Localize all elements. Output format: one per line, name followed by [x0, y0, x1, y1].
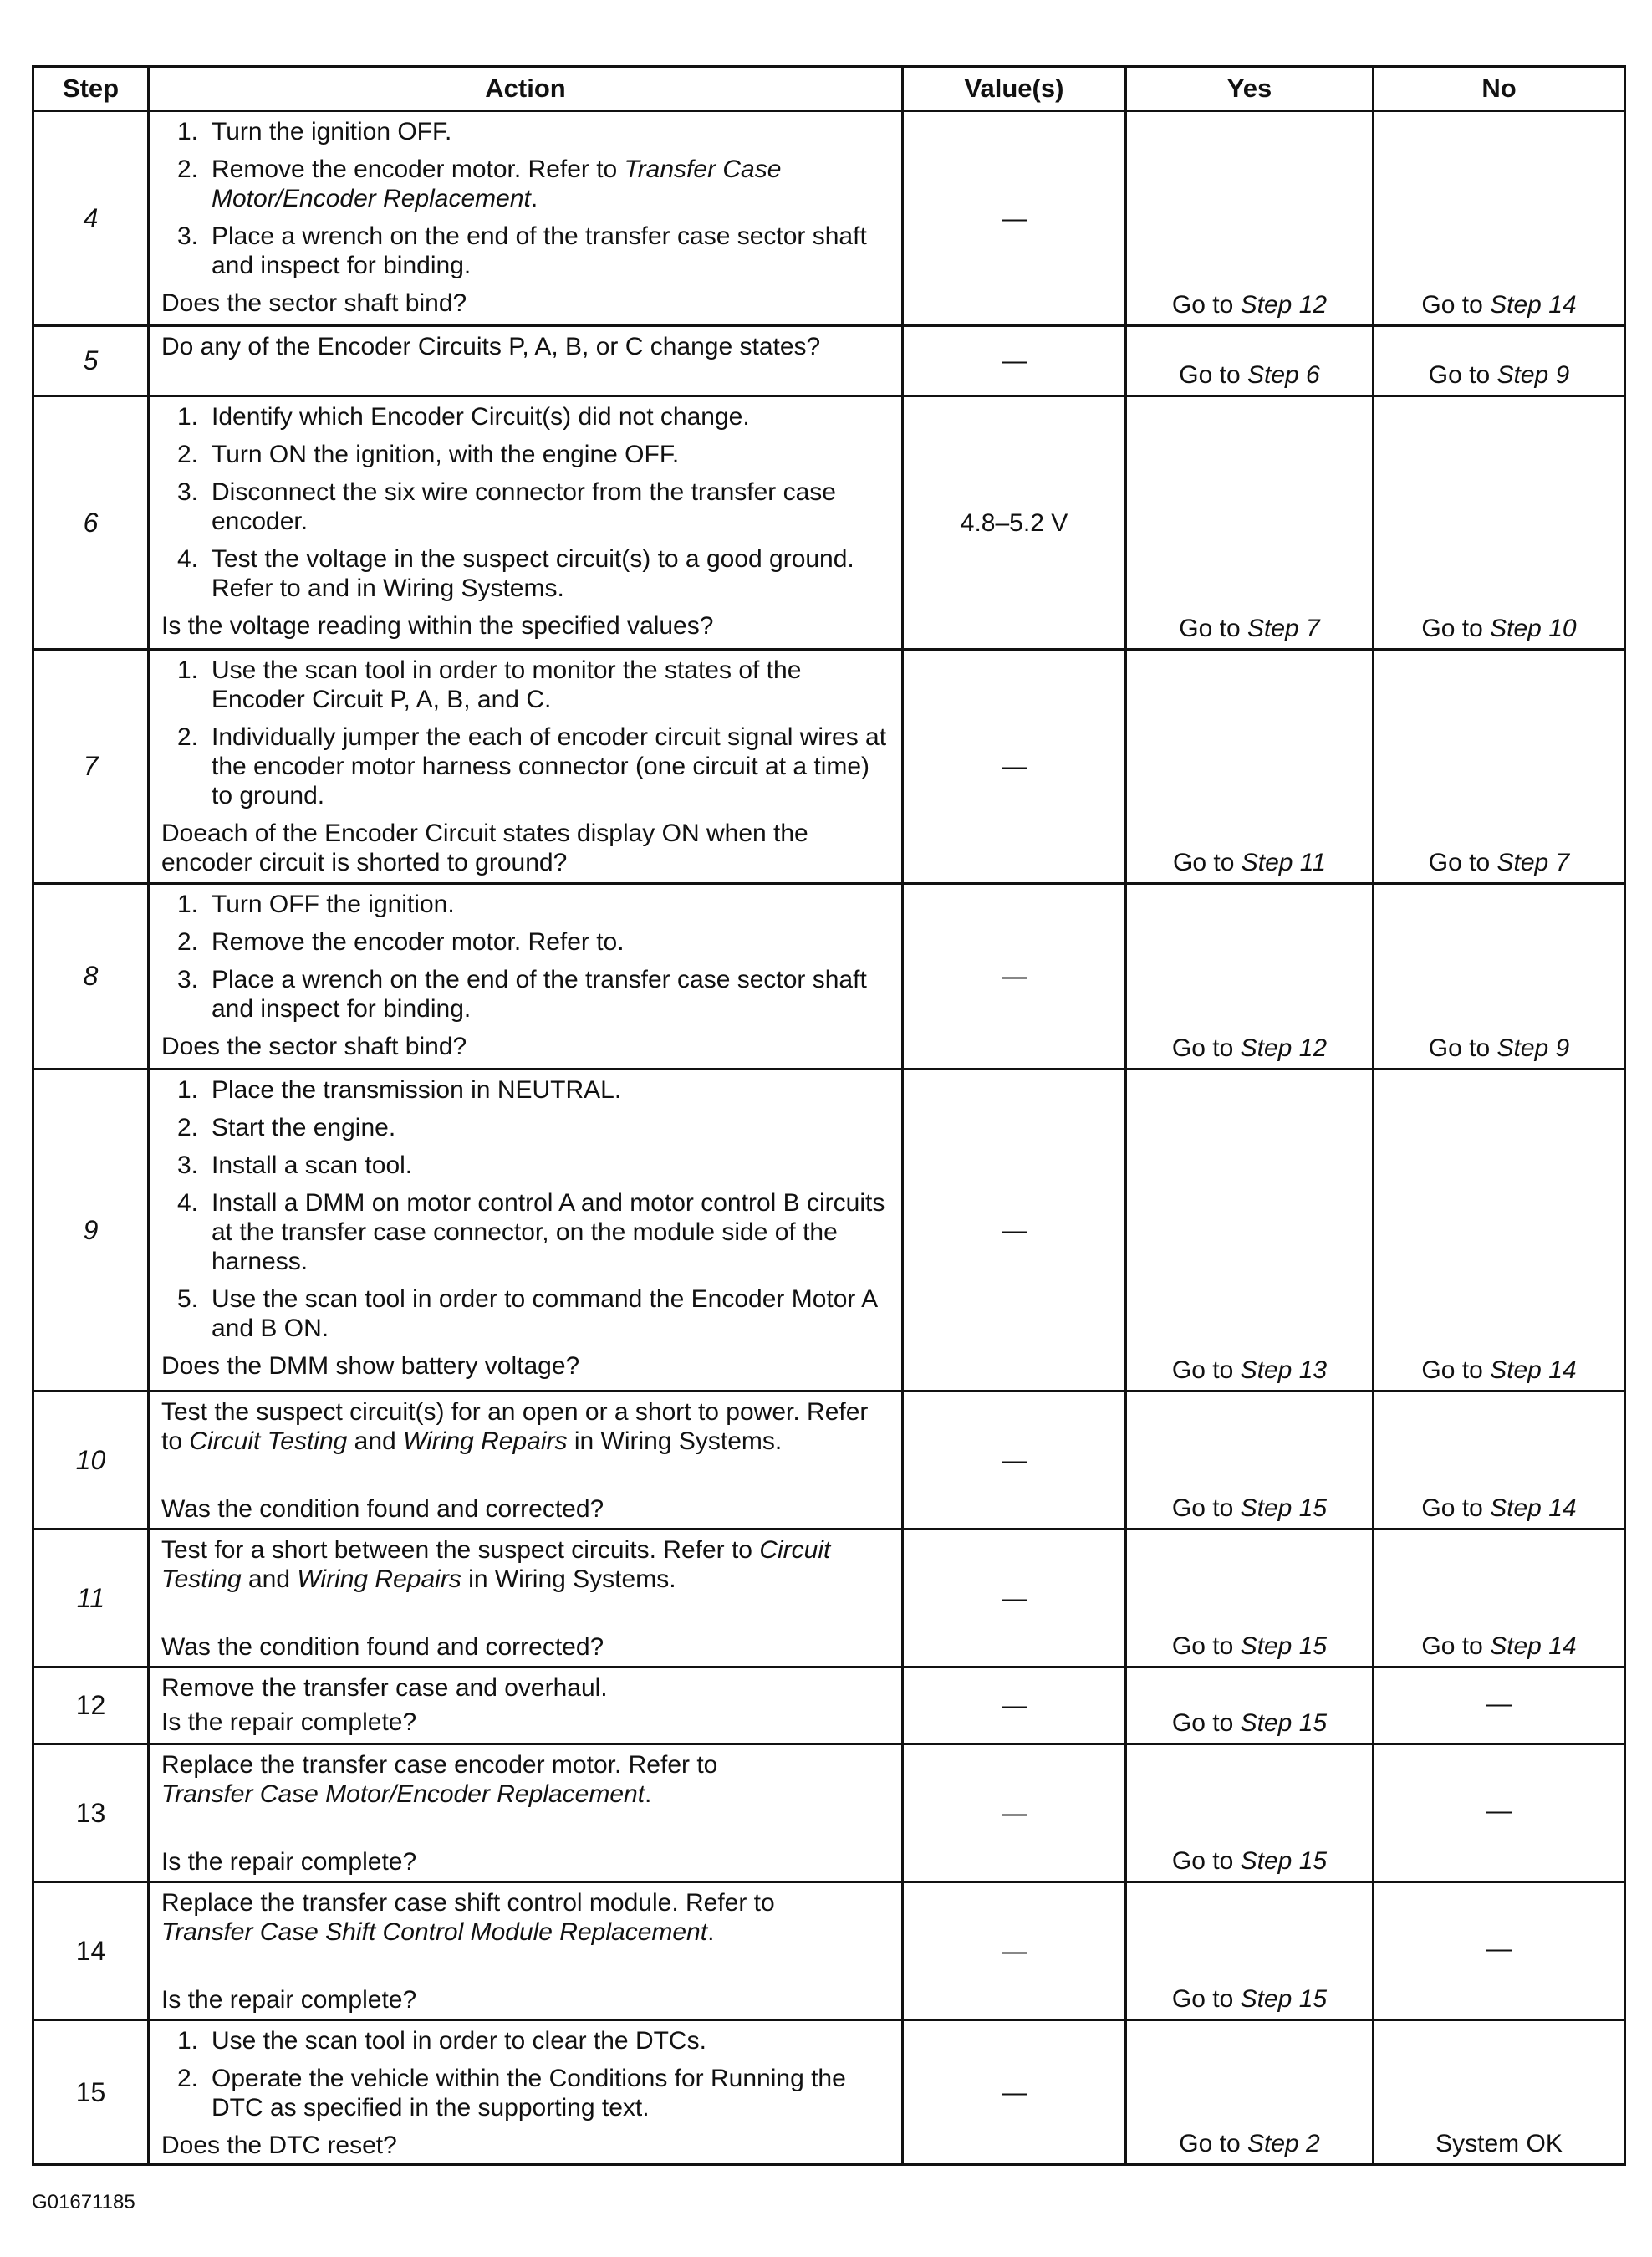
- header-yes: Yes: [1126, 67, 1374, 111]
- yes-step-link: Step 13: [1240, 1356, 1328, 1384]
- action-text: [161, 1397, 893, 1456]
- item-text-main: Turn OFF the ignition.: [212, 891, 455, 918]
- value-cell: —: [903, 1529, 1126, 1667]
- value-cell: 4.8–5.2 V: [903, 396, 1126, 650]
- item-number: 3.: [176, 966, 198, 993]
- yes-cell: [1126, 1744, 1374, 1882]
- step-number: 6: [33, 396, 149, 650]
- item-text: [212, 544, 893, 603]
- action-text-part: Test the suspect circuit(s) for an open or a short to power. Refer to: [161, 1398, 869, 1455]
- table-row: [33, 111, 1625, 326]
- item-number: 3.: [176, 222, 198, 250]
- action-item: [161, 402, 893, 431]
- table-row: [33, 1070, 1625, 1391]
- item-number: 2.: [176, 1114, 198, 1141]
- spacer: [161, 1594, 893, 1627]
- yes-prefix: Go to: [1171, 1356, 1241, 1384]
- step-number: 5: [33, 326, 149, 396]
- action-item: [161, 656, 893, 714]
- yes-cell: [1126, 650, 1374, 884]
- action-cell: [149, 650, 903, 884]
- action-reference: Transfer Case Motor/Encoder Replacement: [161, 1780, 645, 1808]
- yes-cell: [1126, 111, 1374, 326]
- item-number: 2.: [176, 2065, 198, 2092]
- value-cell: —: [903, 1744, 1126, 1882]
- no-cell: —: [1374, 1882, 1625, 2020]
- table-row: [33, 326, 1625, 396]
- action-text-part: Test for a short between the suspect circuits. Refer to: [161, 1536, 760, 1564]
- action-question: Is the voltage reading within the specified values?: [161, 612, 714, 640]
- no-cell: [1374, 1529, 1625, 1667]
- yes-step-link: Step 15: [1240, 1709, 1328, 1737]
- step-number: 13: [33, 1744, 149, 1882]
- step-number: 12: [33, 1667, 149, 1744]
- item-text-main: Disconnect the six wire connector from the transfer case encoder.: [212, 478, 836, 535]
- yes-prefix: Go to: [1171, 1709, 1241, 1737]
- action-question: Does the sector shaft bind?: [161, 289, 467, 317]
- action-reference-period: .: [645, 1780, 652, 1808]
- action-question: Does the sector shaft bind?: [161, 1033, 467, 1060]
- header-step: Step: [33, 67, 149, 111]
- no-cell: [1374, 111, 1625, 326]
- item-text: [212, 155, 893, 213]
- yes-prefix: Go to: [1179, 361, 1247, 389]
- action-cell: [149, 396, 903, 650]
- no-prefix: Go to: [1421, 291, 1491, 319]
- action-item: [161, 890, 893, 919]
- step-number: 4: [33, 111, 149, 326]
- yes-step-link: Step 6: [1247, 361, 1320, 389]
- action-item: [161, 155, 893, 213]
- value-cell: —: [903, 111, 1126, 326]
- action-item: [161, 2064, 893, 2122]
- action-item: [161, 2026, 893, 2055]
- header-values: Value(s): [903, 67, 1126, 111]
- no-prefix: Go to: [1421, 615, 1491, 642]
- yes-step-link: Step 2: [1247, 2130, 1320, 2157]
- action-item: [161, 723, 893, 810]
- item-text: [212, 965, 893, 1024]
- item-text-main: Remove the encoder motor. Refer to: [212, 156, 625, 183]
- action-item: [161, 1284, 893, 1343]
- no-cell: [1374, 396, 1625, 650]
- action-reference-line: [161, 1780, 893, 1809]
- table-row: [33, 1744, 1625, 1882]
- yes-prefix: Go to: [1171, 1847, 1241, 1875]
- step-number: 10: [33, 1391, 149, 1529]
- action-item: [161, 1113, 893, 1142]
- action-text: Replace the transfer case encoder motor. Refer to: [161, 1751, 718, 1779]
- item-text: [212, 222, 893, 280]
- yes-step-link: Step 15: [1240, 1494, 1328, 1522]
- item-text: [212, 477, 893, 536]
- action-cell: [149, 1529, 903, 1667]
- no-cell: —: [1374, 1667, 1625, 1744]
- action-item: [161, 222, 893, 280]
- action-reference: Circuit Testing: [189, 1427, 348, 1455]
- item-number: 4.: [176, 545, 198, 573]
- yes-prefix: Go to: [1173, 849, 1242, 876]
- item-text-main: Use the scan tool in order to monitor the states of the Encoder Circuit P, A, B, and C.: [212, 656, 802, 713]
- no-prefix: Go to: [1421, 1494, 1491, 1522]
- yes-prefix: Go to: [1179, 615, 1247, 642]
- header-no: No: [1374, 67, 1625, 111]
- step-number: 8: [33, 884, 149, 1070]
- yes-step-link: Step 11: [1241, 849, 1326, 876]
- action-cell: [149, 111, 903, 326]
- item-text-main: Test the voltage in the suspect circuit(s) to a good ground. Refer to and in Wiring Systems.: [212, 545, 854, 602]
- spacer: [161, 1947, 893, 1980]
- no-cell: [1374, 326, 1625, 396]
- item-text: [212, 1151, 893, 1180]
- no-step-link: Step 10: [1490, 615, 1577, 642]
- no-prefix: Go to: [1421, 1632, 1491, 1660]
- action-item: [161, 965, 893, 1024]
- no-step-link: Step 7: [1496, 849, 1570, 876]
- item-text-main: Place a wrench on the end of the transfer case sector shaft and inspect for binding.: [212, 966, 867, 1023]
- no-prefix: Go to: [1428, 361, 1497, 389]
- item-text-main: Install a scan tool.: [212, 1151, 413, 1179]
- action-question: Was the condition found and corrected?: [161, 1495, 604, 1523]
- yes-cell: [1126, 1391, 1374, 1529]
- no-step-link: Step 14: [1490, 291, 1577, 319]
- action-question: Was the condition found and corrected?: [161, 1633, 604, 1661]
- item-text-main: Individually jumper the each of encoder circuit signal wires at the encoder motor harness connector (one circuit at a time) to ground.: [212, 723, 887, 809]
- action-reference: Wiring Repairs: [403, 1427, 568, 1455]
- action-question: Is the repair complete?: [161, 1986, 417, 2014]
- action-item: [161, 1188, 893, 1276]
- step-number: 9: [33, 1070, 149, 1391]
- item-text: [212, 723, 893, 810]
- item-text: [212, 117, 893, 146]
- action-item: [161, 1075, 893, 1105]
- yes-step-link: Step 12: [1240, 291, 1328, 319]
- action-cell: [149, 1070, 903, 1391]
- action-question: Is the repair complete?: [161, 1848, 417, 1876]
- action-item: [161, 440, 893, 469]
- value-cell: —: [903, 650, 1126, 884]
- action-text-part: and: [347, 1427, 404, 1455]
- item-text: [212, 927, 893, 957]
- yes-step-link: Step 15: [1240, 1847, 1328, 1875]
- action-item: [161, 544, 893, 603]
- yes-cell: [1126, 1882, 1374, 2020]
- diagnostic-table-container: [32, 65, 1624, 2166]
- yes-cell: [1126, 1529, 1374, 1667]
- item-text-main: Use the scan tool in order to clear the DTCs.: [212, 2027, 706, 2055]
- action-cell: [149, 1744, 903, 1882]
- item-text: [212, 440, 893, 469]
- item-number: 1.: [176, 891, 198, 918]
- item-text-main: Place the transmission in NEUTRAL.: [212, 1076, 622, 1104]
- yes-cell: [1126, 396, 1374, 650]
- item-number: 4.: [176, 1189, 198, 1217]
- yes-cell: [1126, 2020, 1374, 2165]
- item-text: [212, 656, 893, 714]
- item-number: 1.: [176, 118, 198, 146]
- table-row: [33, 1391, 1625, 1529]
- no-step-link: Step 14: [1490, 1632, 1577, 1660]
- item-reference: Transfer Case Motor/Encoder Replacement: [212, 156, 782, 212]
- value-cell: —: [903, 2020, 1126, 2165]
- action-item: [161, 477, 893, 536]
- table-row: [33, 1667, 1625, 1744]
- value-cell: —: [903, 1667, 1126, 1744]
- value-cell: —: [903, 1882, 1126, 2020]
- no-cell: [1374, 884, 1625, 1070]
- no-prefix: Go to: [1428, 1034, 1497, 1062]
- item-number: 1.: [176, 656, 198, 684]
- yes-prefix: Go to: [1171, 1985, 1241, 2013]
- action-question: Doeach of the Encoder Circuit states display ON when the encoder circuit is shorted to ground?: [161, 820, 808, 876]
- no-step-link: Step 14: [1490, 1494, 1577, 1522]
- item-text-main: Place a wrench on the end of the transfer case sector shaft and inspect for binding.: [212, 222, 867, 279]
- yes-step-link: Step 15: [1240, 1985, 1328, 2013]
- yes-step-link: Step 7: [1247, 615, 1320, 642]
- action-cell: [149, 2020, 903, 2165]
- item-text: [212, 1113, 893, 1142]
- value-cell: —: [903, 884, 1126, 1070]
- yes-step-link: Step 12: [1240, 1034, 1328, 1062]
- header-action: Action: [149, 67, 903, 111]
- item-number: 2.: [176, 156, 198, 183]
- value-cell: —: [903, 1391, 1126, 1529]
- no-cell: [1374, 650, 1625, 884]
- table-row: [33, 650, 1625, 884]
- action-text: [161, 1535, 893, 1594]
- step-number: 15: [33, 2020, 149, 2165]
- yes-cell: [1126, 884, 1374, 1070]
- no-step-link: Step 9: [1496, 361, 1570, 389]
- no-cell: [1374, 1391, 1625, 1529]
- no-step-link: Step 9: [1496, 1034, 1570, 1062]
- item-number: 2.: [176, 441, 198, 468]
- yes-prefix: Go to: [1171, 1632, 1241, 1660]
- yes-cell: [1126, 1070, 1374, 1391]
- item-text-after: .: [530, 185, 538, 212]
- item-text-main: Operate the vehicle within the Conditions for Running the DTC as specified in the supporting text.: [212, 2065, 846, 2122]
- item-number: 2.: [176, 723, 198, 751]
- action-reference: Transfer Case Shift Control Module Replacement: [161, 1918, 708, 1946]
- action-item: [161, 927, 893, 957]
- item-number: 2.: [176, 928, 198, 956]
- action-reference: Wiring Repairs: [297, 1565, 461, 1593]
- no-cell: —: [1374, 1744, 1625, 1882]
- item-number: 1.: [176, 2027, 198, 2055]
- item-text: [212, 2026, 893, 2055]
- table-row: [33, 884, 1625, 1070]
- action-text-part: in Wiring Systems.: [567, 1427, 783, 1455]
- item-text: [212, 2064, 893, 2122]
- action-cell: [149, 1391, 903, 1529]
- action-reference-period: .: [707, 1918, 715, 1946]
- action-reference-line: [161, 1917, 893, 1947]
- item-number: 3.: [176, 478, 198, 506]
- action-item: [161, 1151, 893, 1180]
- header-row: [33, 67, 1625, 111]
- action-text: Remove the transfer case and overhaul.: [161, 1674, 608, 1702]
- no-cell: [1374, 1070, 1625, 1391]
- action-text-part: and: [241, 1565, 298, 1593]
- action-question: Does the DTC reset?: [161, 2132, 397, 2159]
- item-text-main: Use the scan tool in order to command the Encoder Motor A and B ON.: [212, 1285, 877, 1342]
- no-cell: System OK: [1374, 2020, 1625, 2165]
- diagnostic-table: [32, 65, 1626, 2166]
- item-text-main: Identify which Encoder Circuit(s) did not change.: [212, 403, 750, 431]
- yes-prefix: Go to: [1171, 291, 1241, 319]
- no-prefix: Go to: [1428, 849, 1497, 876]
- action-cell: [149, 1667, 903, 1744]
- action-question: Is the repair complete?: [161, 1708, 417, 1736]
- value-cell: —: [903, 1070, 1126, 1391]
- item-text: [212, 890, 893, 919]
- item-number: 5.: [176, 1285, 198, 1313]
- item-text-main: Install a DMM on motor control A and motor control B circuits at the transfer case connector, on the module side of the harness.: [212, 1189, 885, 1275]
- item-number: 1.: [176, 1076, 198, 1104]
- item-text-main: Turn ON the ignition, with the engine OFF.: [212, 441, 680, 468]
- no-step-link: Step 14: [1490, 1356, 1577, 1384]
- table-body: [33, 111, 1625, 2165]
- no-prefix: Go to: [1421, 1356, 1491, 1384]
- yes-prefix: Go to: [1171, 1034, 1241, 1062]
- action-question: Does the DMM show battery voltage?: [161, 1352, 580, 1380]
- table-row: [33, 1882, 1625, 2020]
- yes-prefix: Go to: [1171, 1494, 1241, 1522]
- figure-code: G01671185: [32, 2191, 135, 2214]
- item-text: [212, 402, 893, 431]
- action-text-part: in Wiring Systems.: [461, 1565, 676, 1593]
- action-item: [161, 117, 893, 146]
- table-row: [33, 396, 1625, 650]
- item-text-main: Turn the ignition OFF.: [212, 118, 452, 146]
- spacer: [161, 1809, 893, 1842]
- step-number: 11: [33, 1529, 149, 1667]
- yes-cell: [1126, 1667, 1374, 1744]
- value-cell: —: [903, 326, 1126, 396]
- yes-step-link: Step 15: [1240, 1632, 1328, 1660]
- item-text: [212, 1188, 893, 1276]
- action-cell: [149, 326, 903, 396]
- action-text: Replace the transfer case shift control module. Refer to: [161, 1889, 775, 1917]
- table-row: [33, 2020, 1625, 2165]
- item-text: [212, 1284, 893, 1343]
- action-cell: [149, 1882, 903, 2020]
- table-row: [33, 1529, 1625, 1667]
- item-text-main: Start the engine.: [212, 1114, 396, 1141]
- yes-prefix: Go to: [1179, 2130, 1247, 2157]
- step-number: 7: [33, 650, 149, 884]
- item-number: 3.: [176, 1151, 198, 1179]
- item-number: 1.: [176, 403, 198, 431]
- action-text: Do any of the Encoder Circuits P, A, B, or C change states?: [161, 333, 821, 360]
- item-text-main: Remove the encoder motor. Refer to.: [212, 928, 625, 956]
- item-text: [212, 1075, 893, 1105]
- spacer: [161, 1456, 893, 1489]
- action-cell: [149, 884, 903, 1070]
- action-reference: Circuit Testing: [161, 1536, 831, 1593]
- step-number: 14: [33, 1882, 149, 2020]
- yes-cell: [1126, 326, 1374, 396]
